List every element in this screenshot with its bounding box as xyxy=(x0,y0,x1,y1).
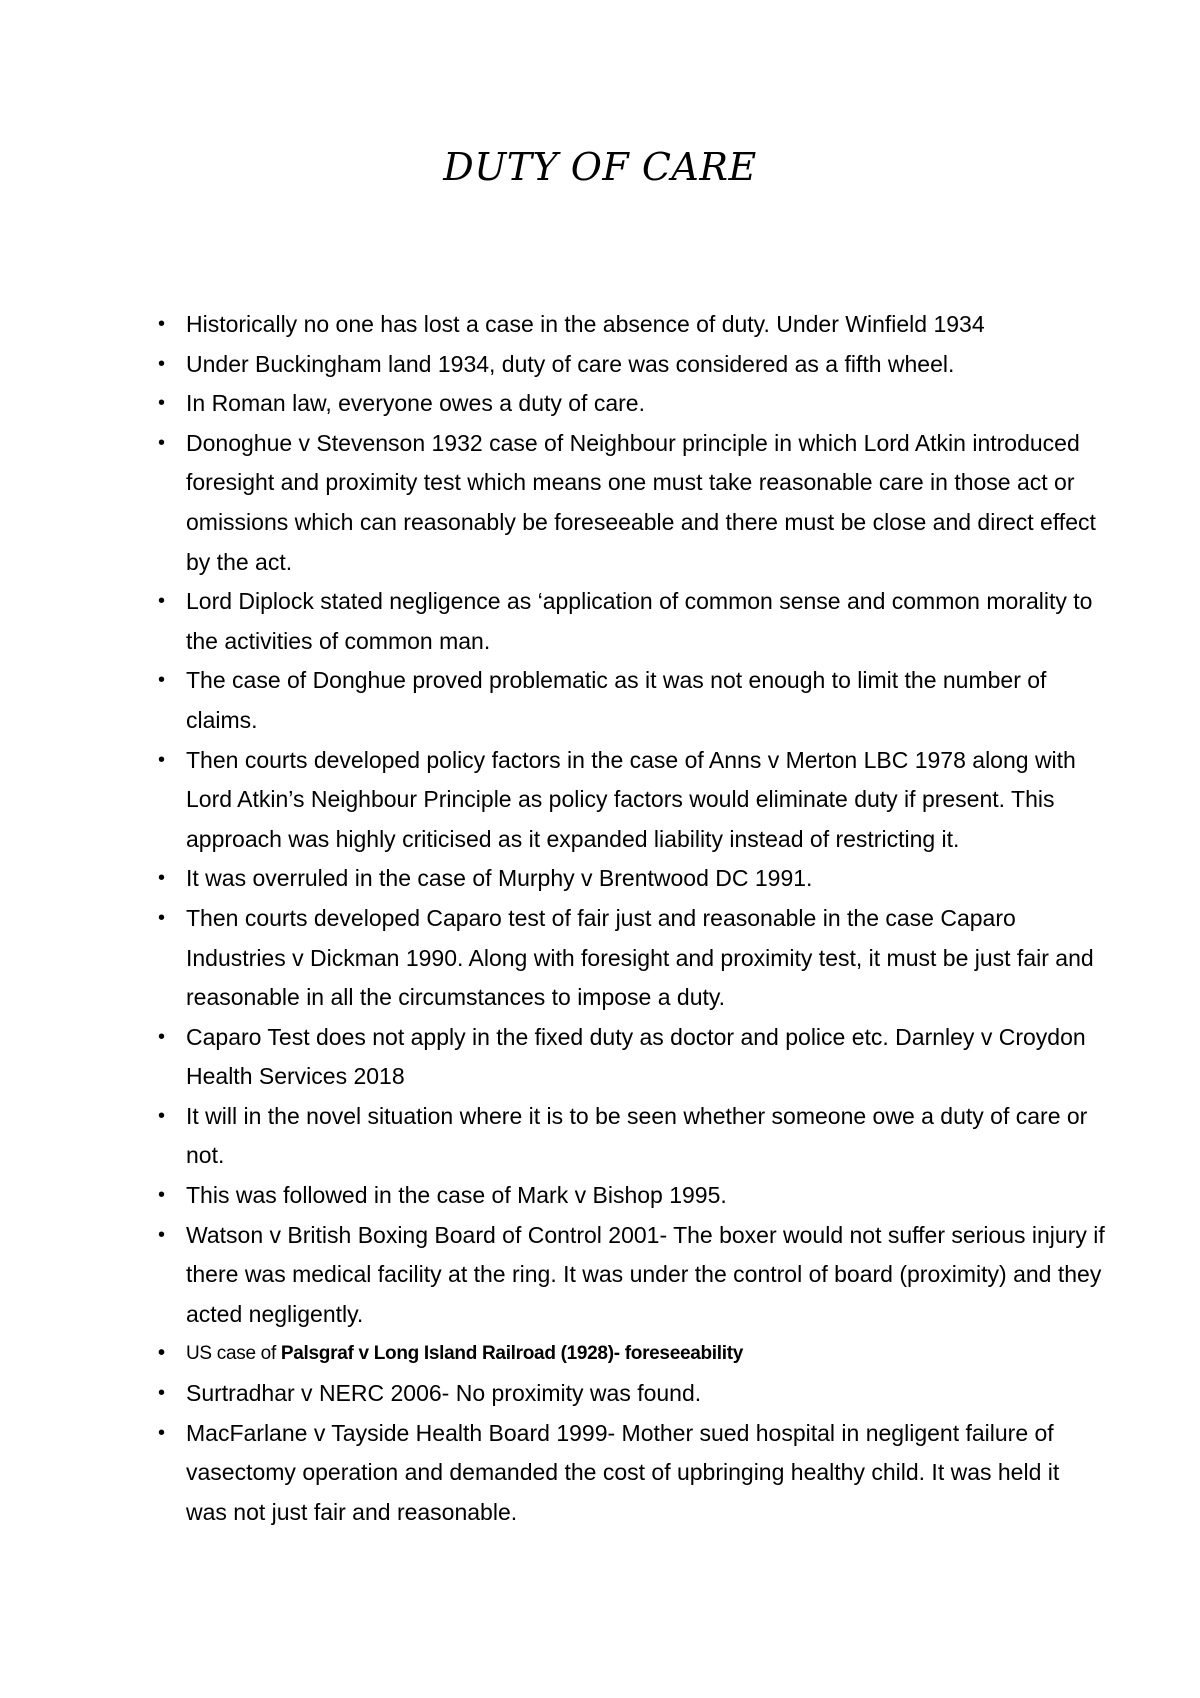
list-item: • Lord Diplock stated negligence as ‘application of common sense and common morality to the activities of common man. xyxy=(186,582,1106,661)
page-title: DUTY OF CARE xyxy=(443,145,757,189)
list-item: • Donoghue v Stevenson 1932 case of Neighbour principle in which Lord Atkin introduced foresight and proximity test which means one must take reasonable care in those act or omissions which can reasonably be foreseeable and there must be close and direct effect by the act. xyxy=(186,424,1106,582)
list-item: • Historically no one has lost a case in the absence of duty. Under Winfield 1934 xyxy=(186,305,1106,345)
bullet-icon: • xyxy=(158,1223,166,1246)
bullet-icon: • xyxy=(158,1421,166,1444)
list-item: • Surtradhar v NERC 2006- No proximity was found. xyxy=(186,1374,1106,1414)
bullet-icon: • xyxy=(158,1104,166,1127)
list-item-palsgraf: • US case of Palsgraf v Long Island Railroad (1928)- foreseeability xyxy=(186,1334,1106,1374)
bullet-icon: • xyxy=(158,392,166,415)
list-item: • Under Buckingham land 1934, duty of care was considered as a fifth wheel. xyxy=(186,345,1106,385)
bullet-icon: • xyxy=(158,352,166,375)
list-item: • This was followed in the case of Mark v Bishop 1995. xyxy=(186,1176,1106,1216)
list-item: • The case of Donghue proved problematic as it was not enough to limit the number of claims. xyxy=(186,661,1106,740)
bullet-icon: • xyxy=(158,1025,166,1048)
bullet-icon: • xyxy=(158,1342,165,1365)
bullet-icon: • xyxy=(158,431,166,454)
bullet-list xyxy=(158,305,1106,1532)
bullet-icon: • xyxy=(158,590,166,613)
bullet-icon: • xyxy=(158,1382,166,1405)
list-item: • Caparo Test does not apply in the fixed duty as doctor and police etc. Darnley v Croydon Health Services 2018 xyxy=(186,1018,1106,1097)
list-item: • MacFarlane v Tayside Health Board 1999- Mother sued hospital in negligent failure of vasectomy operation and demanded the cost of upbringing healthy child. It was held it was not just fair and reasonable. xyxy=(186,1414,1106,1533)
list-item: • It was overruled in the case of Murphy v Brentwood DC 1991. xyxy=(186,859,1106,899)
bullet-icon: • xyxy=(158,669,166,692)
list-item: • In Roman law, everyone owes a duty of care. xyxy=(186,384,1106,424)
list-item: • Then courts developed Caparo test of fair just and reasonable in the case Caparo Industries v Dickman 1990. Along with foresight and proximity test, it must be just fair and reasonable in all the circumstances to impose a duty. xyxy=(186,899,1106,1018)
list-item: • Watson v British Boxing Board of Control 2001- The boxer would not suffer serious injury if there was medical facility at the ring. It was under the control of board (proximity) and they acted negligently. xyxy=(186,1216,1106,1335)
bullet-icon: • xyxy=(158,906,166,929)
list-item: • It will in the novel situation where it is to be seen whether someone owe a duty of care or not. xyxy=(186,1097,1106,1176)
bullet-icon: • xyxy=(158,313,166,335)
bullet-icon: • xyxy=(158,867,166,890)
bullet-icon: • xyxy=(158,748,166,771)
list-item: • Then courts developed policy factors in the case of Anns v Merton LBC 1978 along with Lord Atkin’s Neighbour Principle as policy factors would eliminate duty if present. This approach was highly criticised as it expanded liability instead of restricting it. xyxy=(186,741,1106,860)
bullet-icon: • xyxy=(158,1184,166,1207)
